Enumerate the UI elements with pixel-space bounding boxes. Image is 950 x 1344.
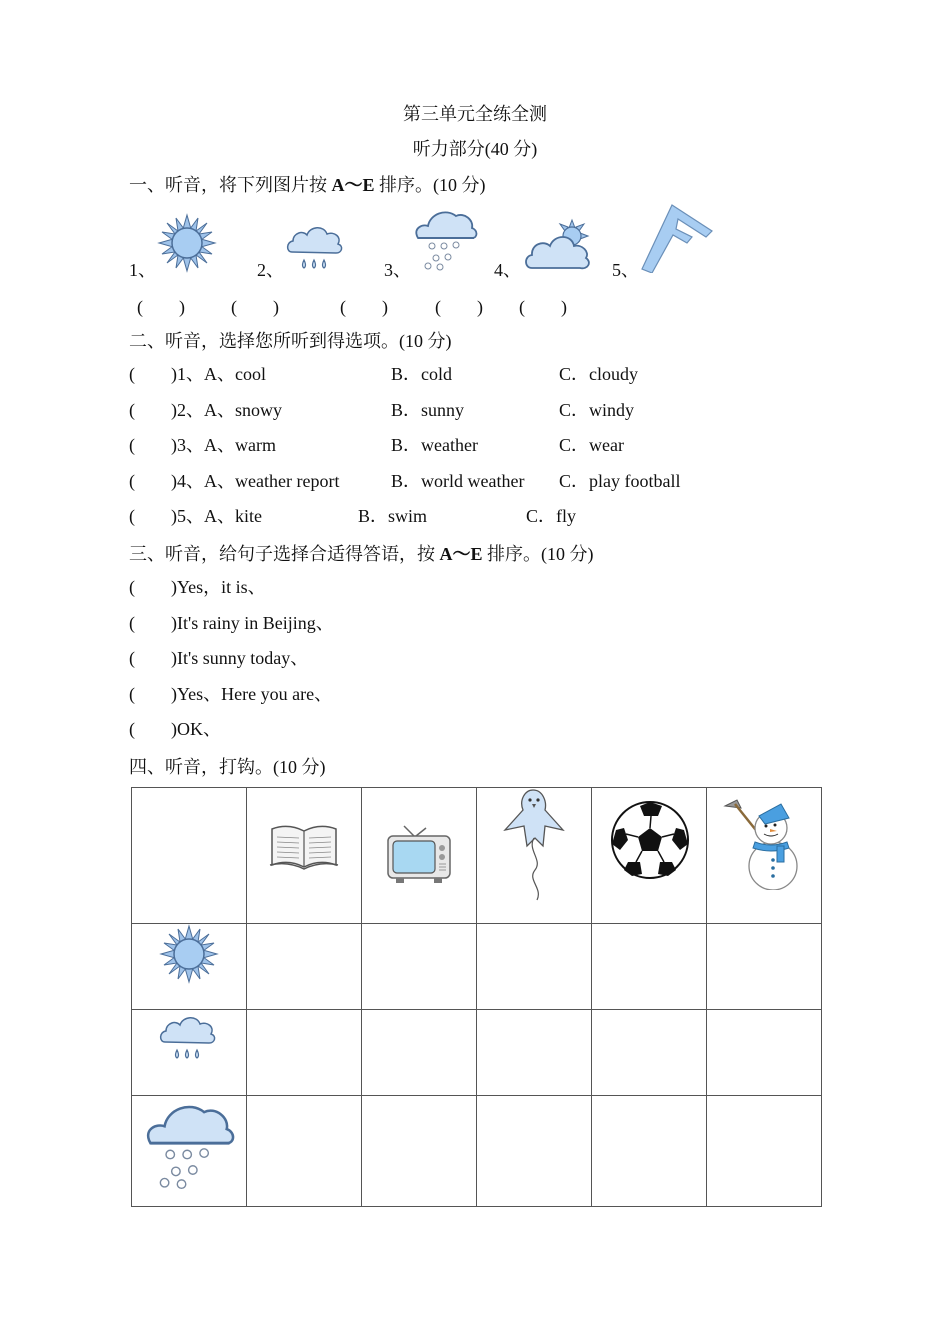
cloudy-icon: [522, 218, 594, 274]
section2-heading: 二、听音，选择您所听到得选项。(10 分): [129, 331, 452, 351]
check-cell[interactable]: [247, 1096, 362, 1207]
answer-blank-5[interactable]: ( ): [519, 297, 567, 317]
snowman-icon: [723, 798, 807, 890]
question-row: ( )3、A、warm B．weather C．wear: [129, 435, 624, 455]
header-cell-snowman: [707, 788, 822, 924]
header-cell-book: [247, 788, 362, 924]
answer-row: ( )OK、: [129, 719, 221, 739]
rain-cloud-icon: [157, 1010, 219, 1064]
check-cell[interactable]: [707, 1010, 822, 1096]
header-cell-tv: [362, 788, 477, 924]
wind-flag-icon: [640, 203, 716, 273]
question-row: ( )5、A、kite B．swim C．fly: [129, 506, 577, 526]
check-cell[interactable]: [477, 1010, 592, 1096]
item-number-5: 5、: [612, 260, 639, 280]
answer-row: ( )Yes，it is、: [129, 577, 266, 597]
snow-cloud-icon: [142, 1098, 238, 1194]
answer-row: ( )Yes、Here you are、: [129, 684, 333, 704]
question-row: ( )4、A、weather report B．world weather C．play football: [129, 471, 681, 491]
check-cell[interactable]: [592, 1096, 707, 1207]
header-cell-kite: [477, 788, 592, 924]
snow-cloud-icon: [412, 206, 480, 274]
answer-row: ( )It's sunny today、: [129, 648, 309, 668]
section4-heading: 四、听音，打钩。(10 分): [129, 757, 326, 777]
section3-heading: 三、听音，给句子选择合适得答语，按 A～E 排序。(10 分): [129, 544, 594, 564]
tv-icon: [386, 824, 452, 886]
page-title: 第三单元全练全测: [403, 104, 547, 124]
check-cell[interactable]: [707, 1096, 822, 1207]
check-cell[interactable]: [477, 1096, 592, 1207]
answer-blank-1[interactable]: ( ): [137, 297, 185, 317]
row-header-snow: [132, 1096, 247, 1207]
section1-heading: 一、听音，将下列图片按 A～E 排序。(10 分): [129, 175, 486, 195]
checkmark-table: [131, 787, 822, 1207]
check-cell[interactable]: [707, 924, 822, 1010]
row-header-sun: [132, 924, 247, 1010]
answer-blank-3[interactable]: ( ): [340, 297, 388, 317]
check-cell[interactable]: [362, 1010, 477, 1096]
check-cell[interactable]: [247, 1010, 362, 1096]
header-cell-football: [592, 788, 707, 924]
question-row: ( )2、A、snowy B．sunny C．windy: [129, 400, 635, 420]
question-row: ( )1、A、cool B．cold C．cloudy: [129, 364, 638, 384]
check-cell[interactable]: [477, 924, 592, 1010]
item-number-3: 3、: [384, 260, 411, 280]
kite-icon: [497, 788, 571, 903]
item-number-4: 4、: [494, 260, 521, 280]
check-cell[interactable]: [362, 924, 477, 1010]
page-subtitle: 听力部分(40 分): [412, 139, 538, 159]
answer-blank-4[interactable]: ( ): [435, 297, 483, 317]
item-number-1: 1、: [129, 260, 156, 280]
header-corner-cell: [132, 788, 247, 924]
check-cell[interactable]: [592, 924, 707, 1010]
football-icon: [610, 800, 690, 880]
sun-icon: [159, 924, 219, 984]
book-icon: [268, 823, 340, 871]
answer-blank-2[interactable]: ( ): [231, 297, 279, 317]
row-header-rain: [132, 1010, 247, 1096]
answer-row: ( )It's rainy in Beijing、: [129, 613, 334, 633]
check-cell[interactable]: [362, 1096, 477, 1207]
check-cell[interactable]: [247, 924, 362, 1010]
rain-cloud-icon: [284, 220, 346, 274]
check-cell[interactable]: [592, 1010, 707, 1096]
item-number-2: 2、: [257, 260, 284, 280]
sun-icon: [157, 213, 217, 273]
